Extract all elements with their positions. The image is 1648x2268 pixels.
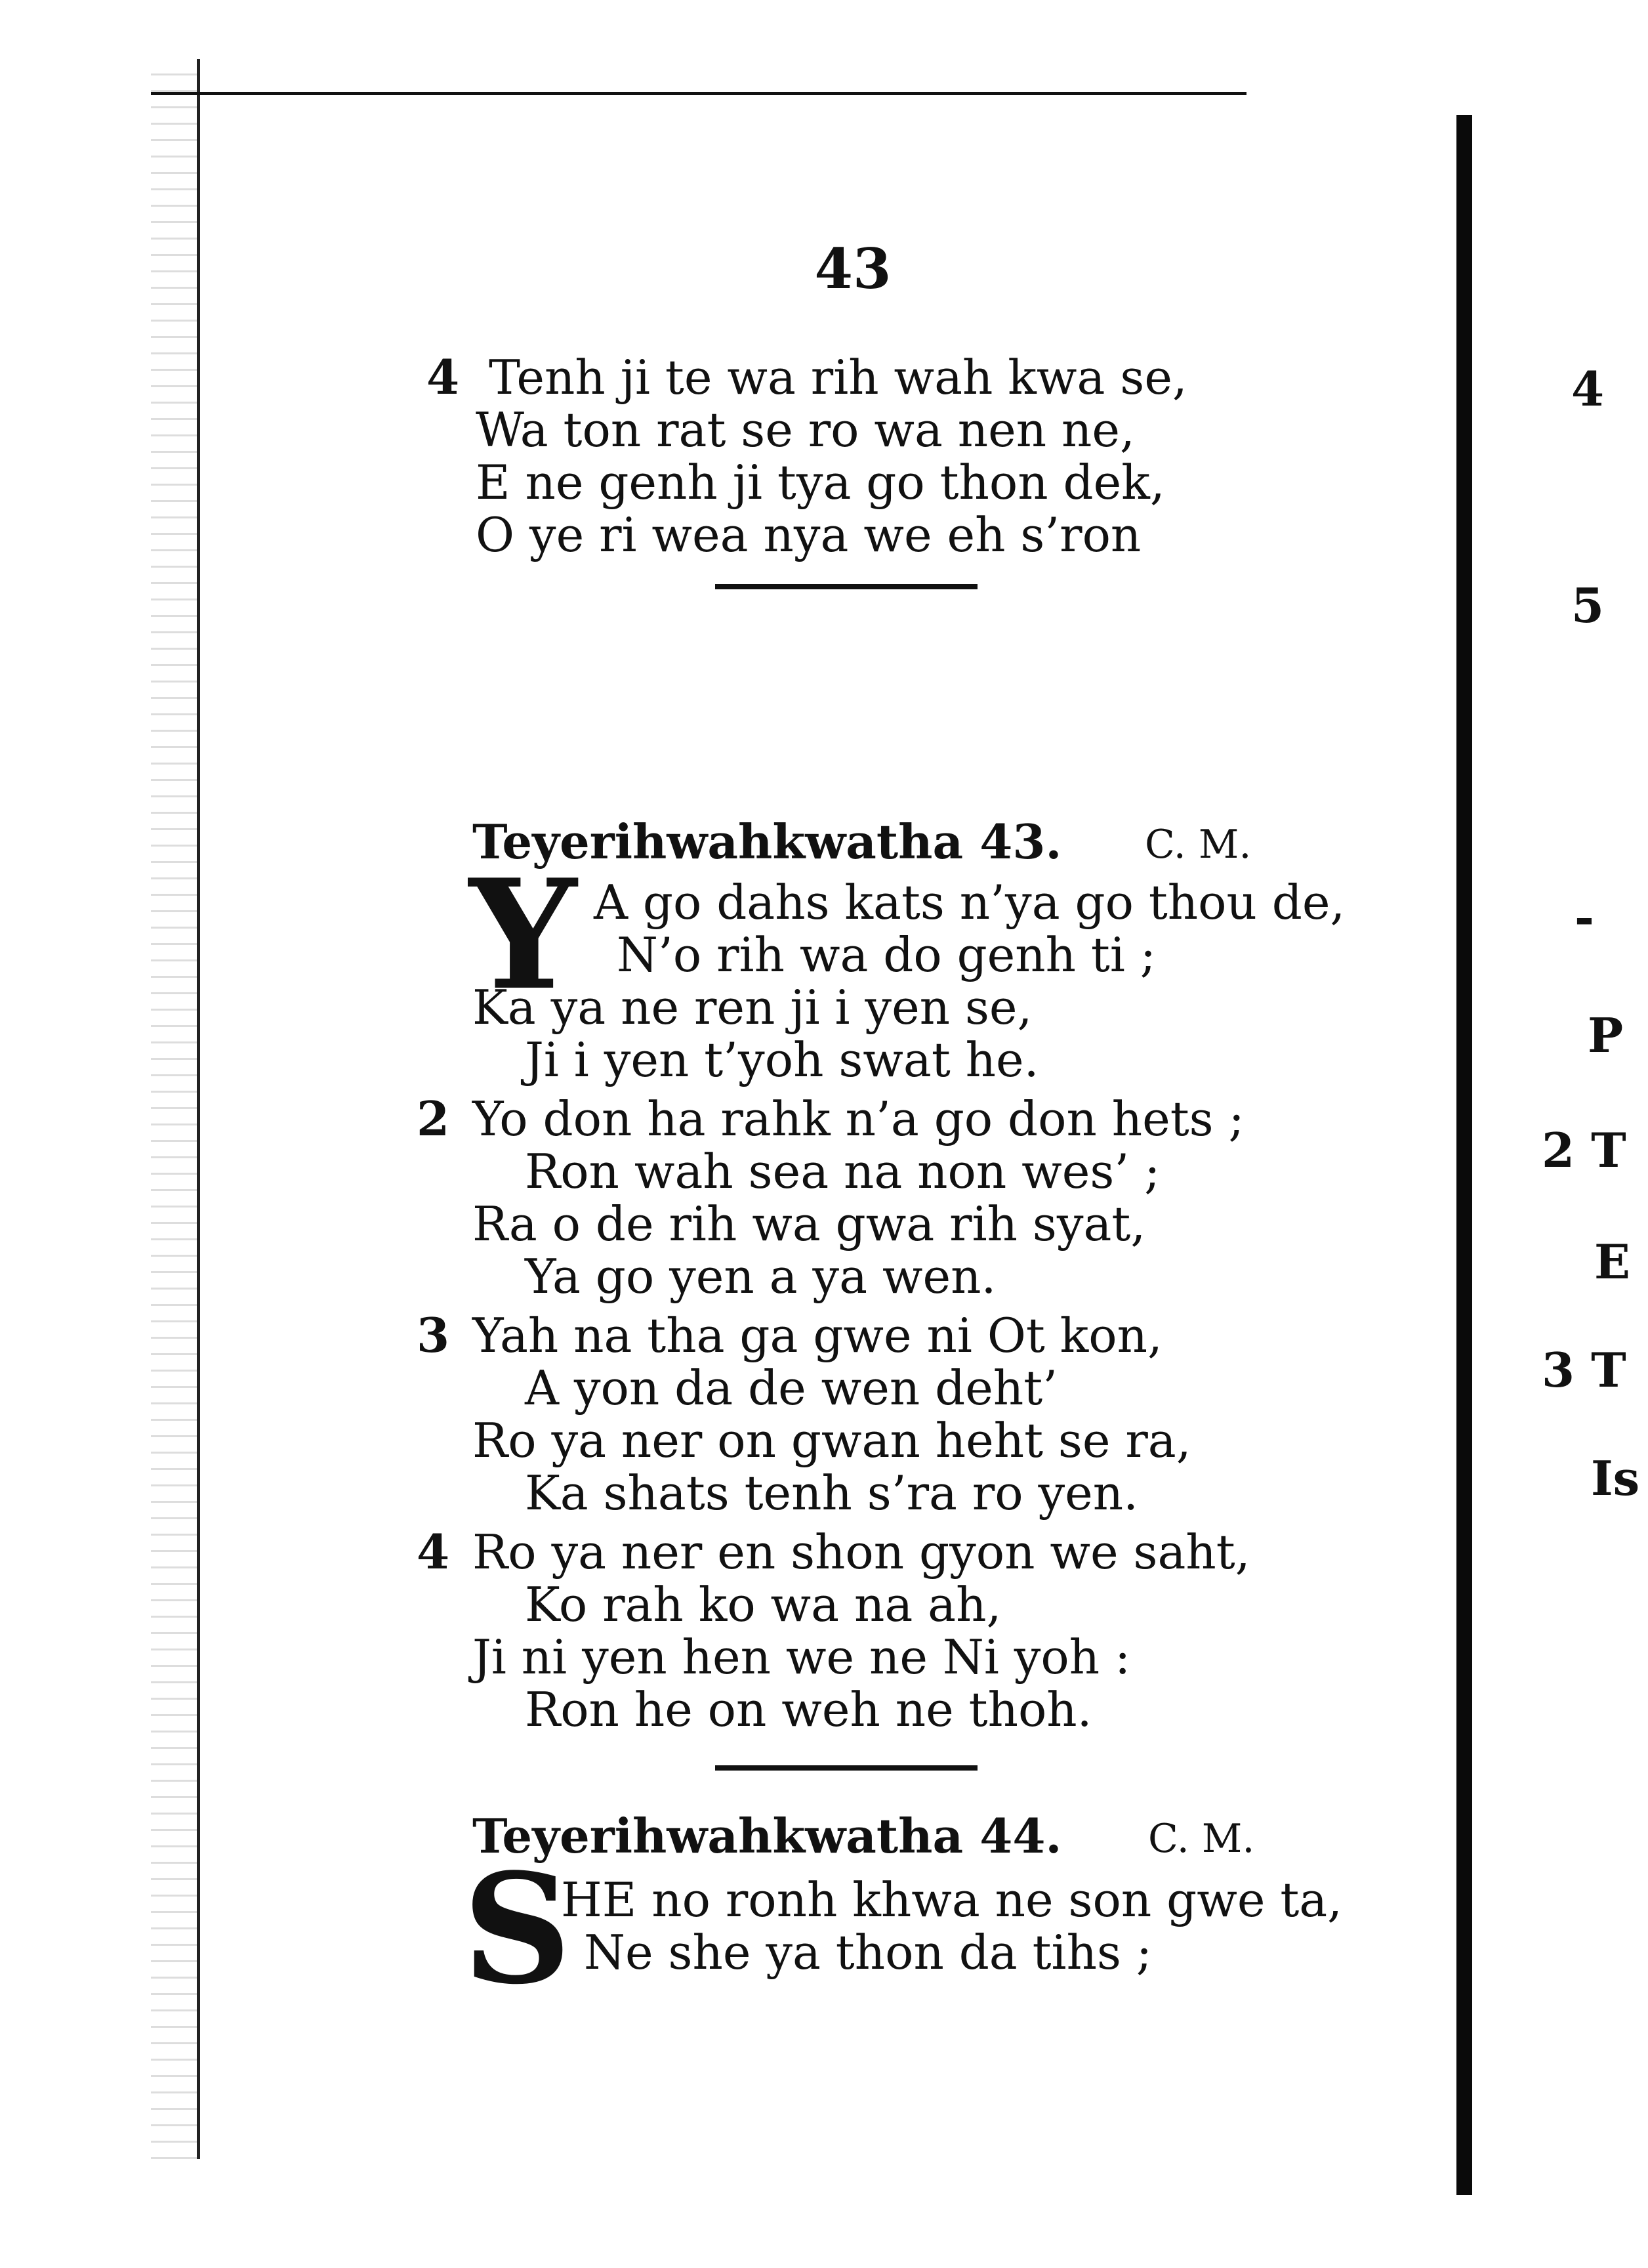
verse-line: HE no ronh khwa ne son gwe ta, (561, 1872, 1343, 1927)
verse-number: 4 (417, 1524, 450, 1580)
verse-line: Wa ton rat se ro wa nen ne, (476, 402, 1135, 457)
next-page-fragment: - (1575, 889, 1594, 945)
verse-number: 2 (417, 1091, 450, 1146)
next-page-fragment: 2 T (1542, 1122, 1626, 1178)
next-page-fragment: 4 (1571, 361, 1605, 417)
verse-line: Ka ya ne ren ji i yen se, (472, 980, 1033, 1035)
hymn-title: Teyerihwahkwatha 44. (472, 1808, 1062, 1864)
verse-line: Ron he on weh ne thoh. (525, 1682, 1092, 1737)
verse-number: 3 (417, 1307, 450, 1363)
verse-line: Ra o de rih wa gwa rih syat, (472, 1196, 1146, 1251)
hymn-meter: C. M. (1148, 1816, 1255, 1862)
next-page-fragment: P (1588, 1007, 1624, 1063)
verse-line: Tenh ji te wa rih wah kwa se, (489, 350, 1187, 405)
verse-line: Ron wah sea na non wes’ ; (525, 1144, 1161, 1199)
next-page-fragment: 5 (1571, 578, 1605, 633)
next-page-fragment: 3 T (1542, 1342, 1626, 1398)
verse-line: O ye ri wea nya we eh s’ron (476, 507, 1142, 562)
verse-line: Ko rah ko wa na ah, (525, 1577, 1002, 1632)
section-rule (715, 1765, 978, 1771)
verse-line: Ro ya ner en shon gyon we saht, (472, 1524, 1250, 1580)
section-rule (715, 584, 978, 589)
binding-edge (151, 59, 200, 2159)
page-gutter (1456, 115, 1472, 2195)
verse-number: 4 (426, 349, 460, 405)
verse-line: Ya go yen a ya wen. (525, 1249, 997, 1304)
verse-line: N’o rih wa do genh ti ; (617, 927, 1157, 982)
verse-line: A go dahs kats n’ya go thou de, (594, 875, 1346, 930)
verse-line: Ne she ya thon da tihs ; (584, 1925, 1153, 1980)
next-page-fragment: Is (1591, 1450, 1640, 1506)
next-page-fragment: E (1594, 1234, 1630, 1290)
page-top-edge (151, 92, 1246, 95)
verse-line: Ji i yen t’yoh swat he. (525, 1032, 1039, 1087)
drop-cap: Y (469, 847, 577, 1024)
verse-line: A yon da de wen deht’ (525, 1360, 1058, 1416)
verse-line: Yah na tha ga gwe ni Ot kon, (472, 1308, 1163, 1363)
hymn-meter: C. M. (1145, 822, 1252, 868)
verse-line: E ne genh ji tya go thon dek, (476, 455, 1165, 510)
verse-line: Yo don ha rahk n’a go don hets ; (472, 1091, 1245, 1146)
hymn-title: Teyerihwahkwatha 43. (472, 814, 1062, 870)
verse-line: Ji ni yen hen we ne Ni yoh : (472, 1629, 1131, 1685)
page-number: 43 (814, 236, 892, 301)
verse-line: Ro ya ner on gwan heht se ra, (472, 1413, 1191, 1468)
verse-line: Ka shats tenh s’ra ro yen. (525, 1465, 1139, 1521)
drop-cap: S (463, 1841, 572, 2018)
